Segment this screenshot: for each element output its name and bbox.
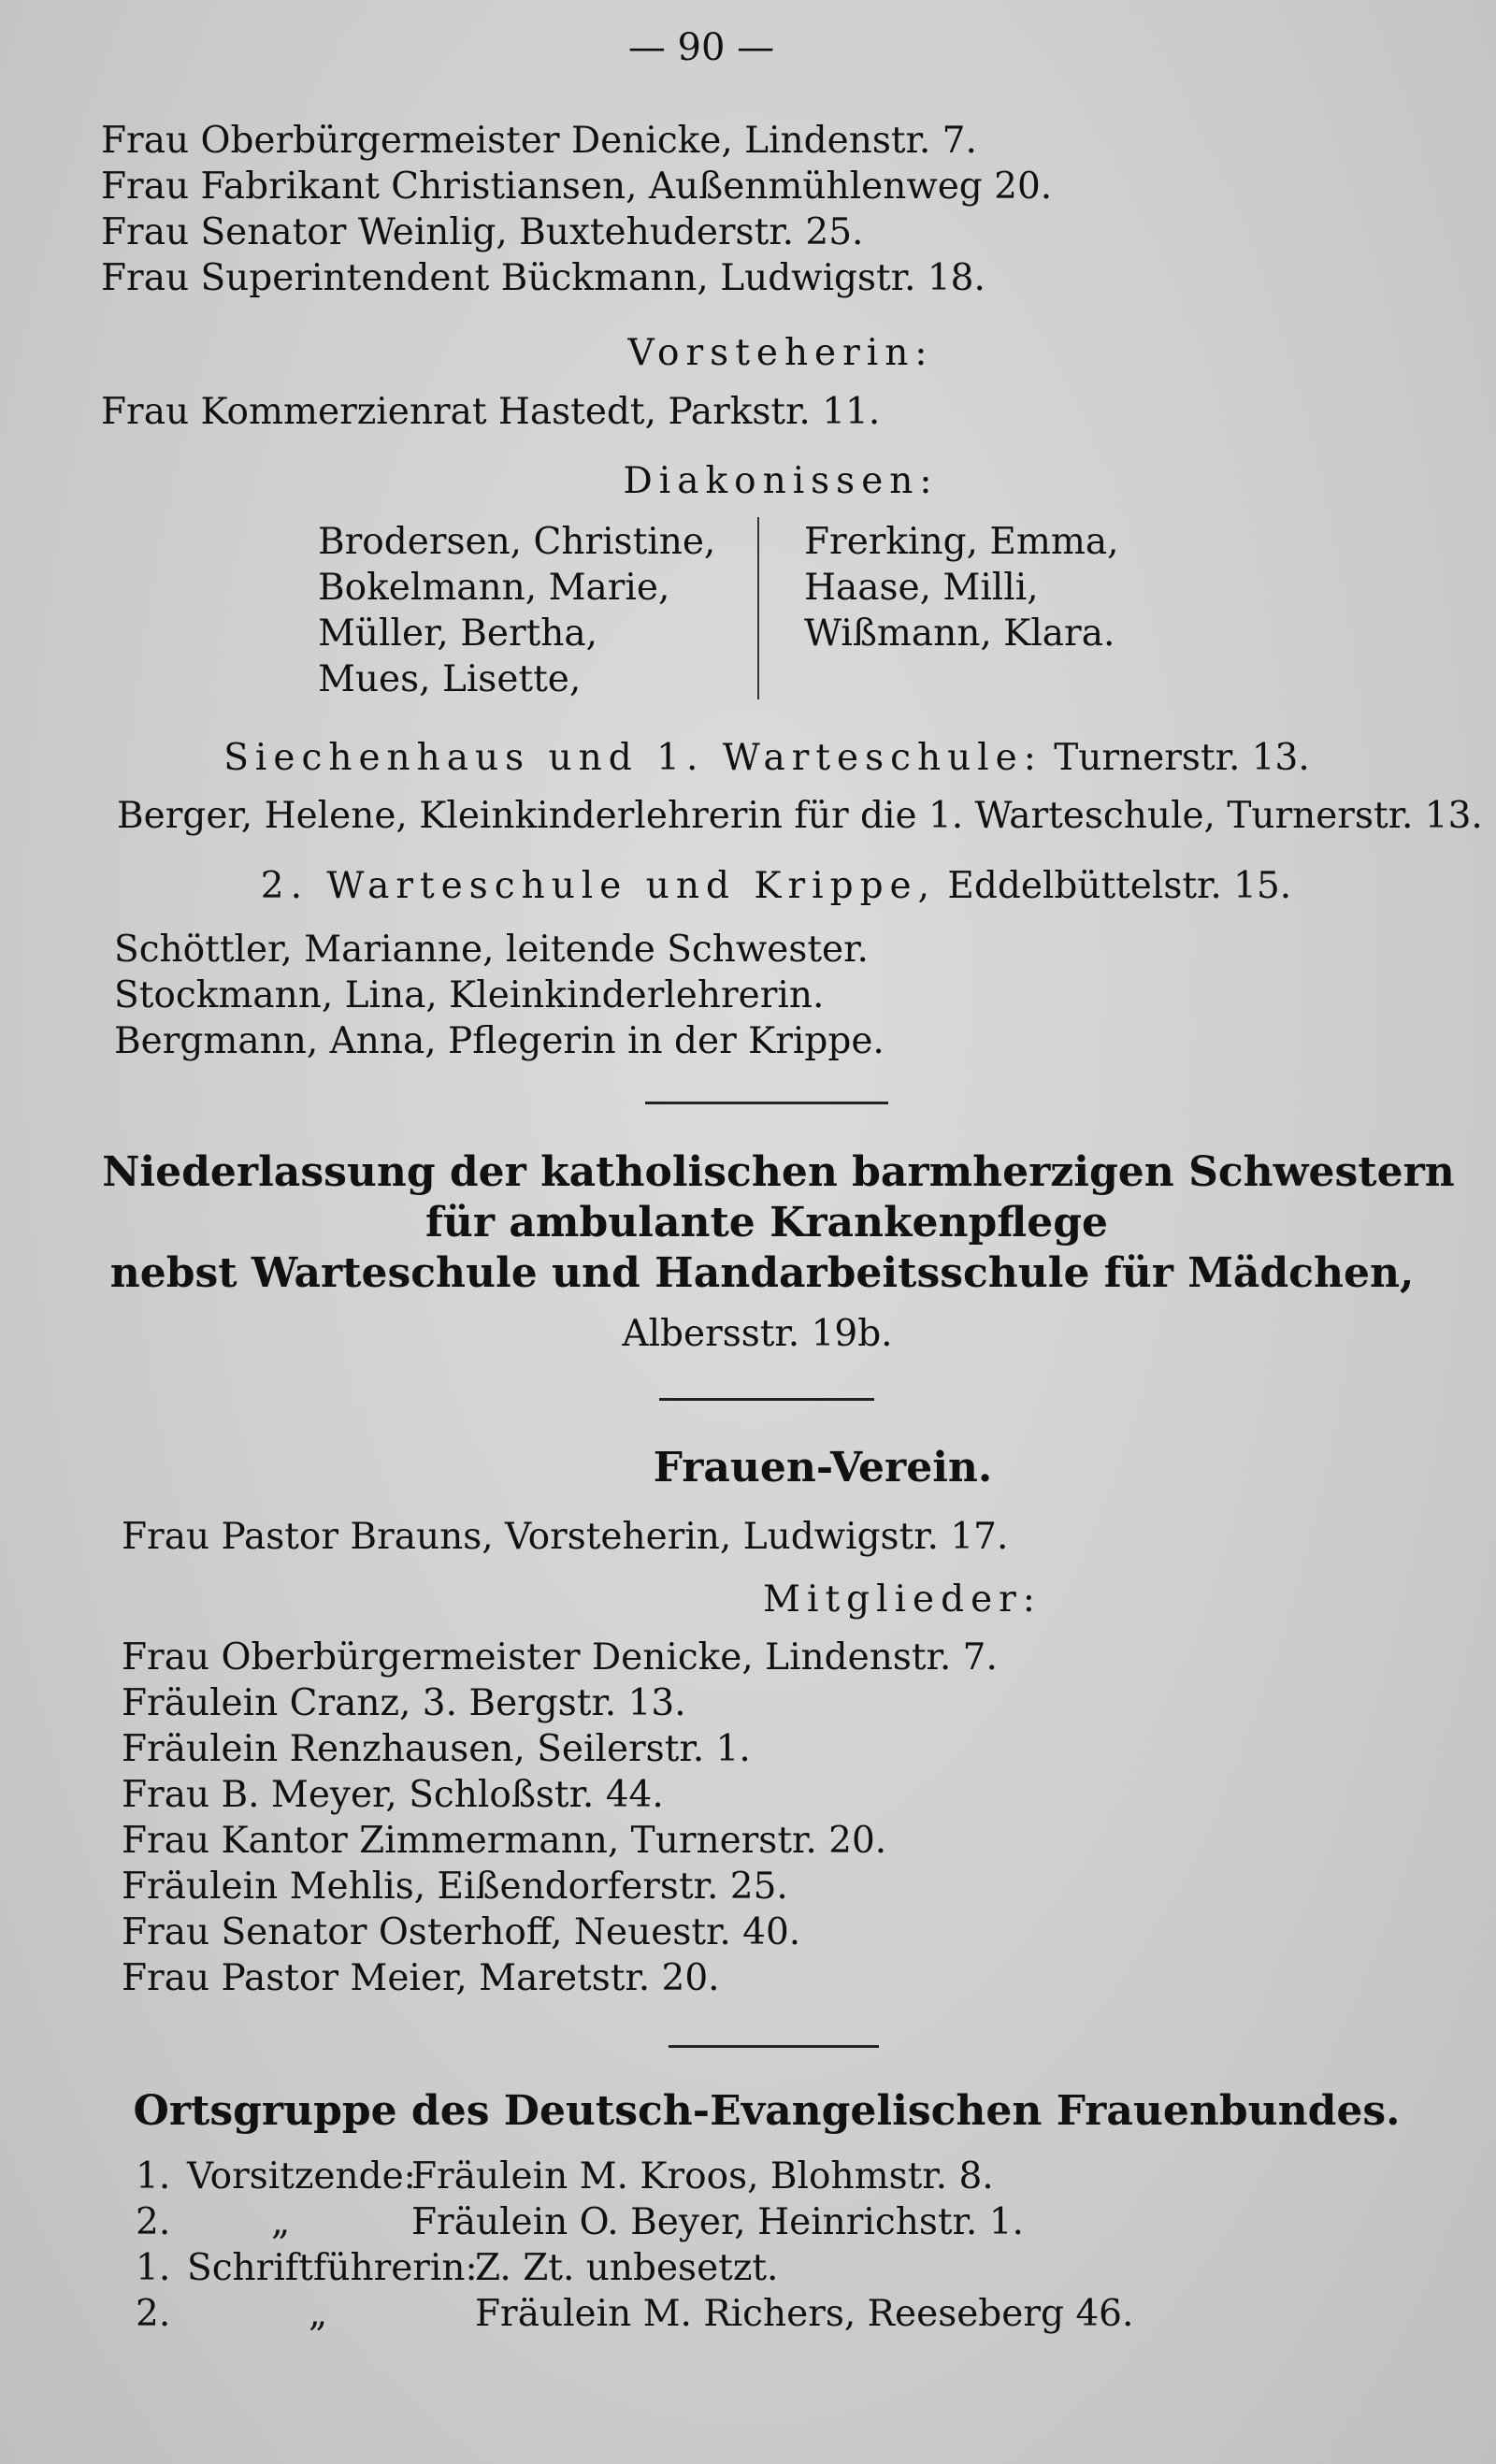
vorsteherin-heading: Vorsteherin: [627, 332, 934, 374]
section-divider [645, 1102, 888, 1104]
frauenbund-role: Schriftführerin: [187, 2247, 478, 2289]
diakonisse-left: Müller, Bertha, [318, 612, 598, 655]
warteschule2-heading [0, 865, 1496, 908]
frauenverein-member: Fräulein Mehlis, Eißendorferstr. 25. [122, 1866, 788, 1908]
diakonisse-right: Haase, Milli, [804, 567, 1039, 609]
page-number: — 90 — [627, 26, 775, 69]
frauenverein-member: Frau Pastor Meier, Maretstr. 20. [122, 1957, 720, 1999]
diakonisse-left: Mues, Lisette, [318, 658, 582, 700]
frauenverein-member: Frau Kantor Zimmermann, Turnerstr. 20. [122, 1820, 887, 1862]
niederlassung-line: für ambulante Krankenpflege [425, 1199, 1108, 1246]
siechenhaus-heading-address: Turnerstr. 13. [1042, 737, 1310, 779]
member-line: Frau Oberbürgermeister Denicke, Lindenstr. 7. [101, 120, 977, 162]
frauenbund-role: „ [271, 2201, 291, 2243]
frauenbund-title: Ortsgruppe des Deutsch-Evangelischen Frauenbundes. [133, 2087, 1401, 2135]
mitglieder-heading: Mitglieder: [763, 1578, 1042, 1621]
diakonisse-right: Frerking, Emma, [804, 521, 1119, 563]
frauenverein-title: Frauen-Verein. [653, 1444, 993, 1491]
frauenbund-role: Vorsitzende: [187, 2155, 416, 2197]
diakonisse-left: Bokelmann, Marie, [318, 567, 670, 609]
warteschule2-line: Schöttler, Marianne, leitende Schwester. [114, 929, 869, 971]
frauenbund-entry: Z. Zt. unbesetzt. [475, 2247, 779, 2289]
frauenverein-member: Fräulein Renzhausen, Seilerstr. 1. [122, 1728, 751, 1770]
siechenhaus-line: Berger, Helene, Kleinkinderlehrerin für die 1. Warteschule, Turnerstr. 13. [117, 795, 1483, 837]
warteschule2-line: Stockmann, Lina, Kleinkinderlehrerin. [114, 974, 825, 1016]
frauenbund-num: 2. [136, 2201, 171, 2243]
niederlassung-address: Albersstr. 19b. [622, 1313, 893, 1355]
frauenbund-num: 1. [136, 2155, 171, 2197]
frauenverein-member: Frau Senator Osterhoff, Neuestr. 40. [122, 1911, 801, 1953]
member-line: Frau Fabrikant Christiansen, Außenmühlenweg 20. [101, 166, 1053, 208]
siechenhaus-heading-label: Siechenhaus und 1. Warteschule: [223, 737, 1043, 779]
diakonisse-left: Brodersen, Christine, [318, 521, 716, 563]
frauenbund-entry: Fräulein M. Kroos, Blohmstr. 8. [411, 2155, 994, 2197]
warteschule2-heading-address: Eddelbüttelstr. 15. [936, 865, 1292, 907]
diakonisse-right: Wißmann, Klara. [804, 612, 1115, 655]
member-line: Frau Senator Weinlig, Buxtehuderstr. 25. [101, 211, 864, 253]
frauenbund-num: 1. [136, 2247, 171, 2289]
warteschule2-line: Bergmann, Anna, Pflegerin in der Krippe. [114, 1020, 885, 1062]
siechenhaus-heading [0, 737, 1496, 780]
vorsteherin-name: Frau Kommerzienrat Hastedt, Parkstr. 11. [101, 391, 881, 433]
member-line: Frau Superintendent Bückmann, Ludwigstr. 18. [101, 257, 985, 299]
warteschule2-heading-label: 2. Warteschule und Krippe, [260, 865, 937, 907]
frauenbund-entry: Fräulein M. Richers, Reeseberg 46. [475, 2293, 1134, 2335]
section-divider [669, 2045, 879, 2048]
column-divider [757, 517, 759, 699]
frauenbund-num: 2. [136, 2293, 171, 2335]
frauenbund-entry: Fräulein O. Beyer, Heinrichstr. 1. [411, 2201, 1024, 2243]
niederlassung-line: Niederlassung der katholischen barmherzigen Schwestern [102, 1148, 1455, 1196]
frauenbund-role: „ [309, 2293, 328, 2335]
frauenverein-member: Frau B. Meyer, Schloßstr. 44. [122, 1774, 664, 1816]
frauenverein-vorsteherin: Frau Pastor Brauns, Vorsteherin, Ludwigstr. 17. [122, 1516, 1009, 1558]
section-divider [659, 1398, 874, 1401]
frauenverein-member: Fräulein Cranz, 3. Bergstr. 13. [122, 1682, 686, 1724]
diakonissen-heading: Diakonissen: [623, 460, 939, 502]
frauenverein-member: Frau Oberbürgermeister Denicke, Lindenstr. 7. [122, 1636, 998, 1679]
niederlassung-line: nebst Warteschule und Handarbeitsschule für Mädchen, [109, 1249, 1415, 1297]
